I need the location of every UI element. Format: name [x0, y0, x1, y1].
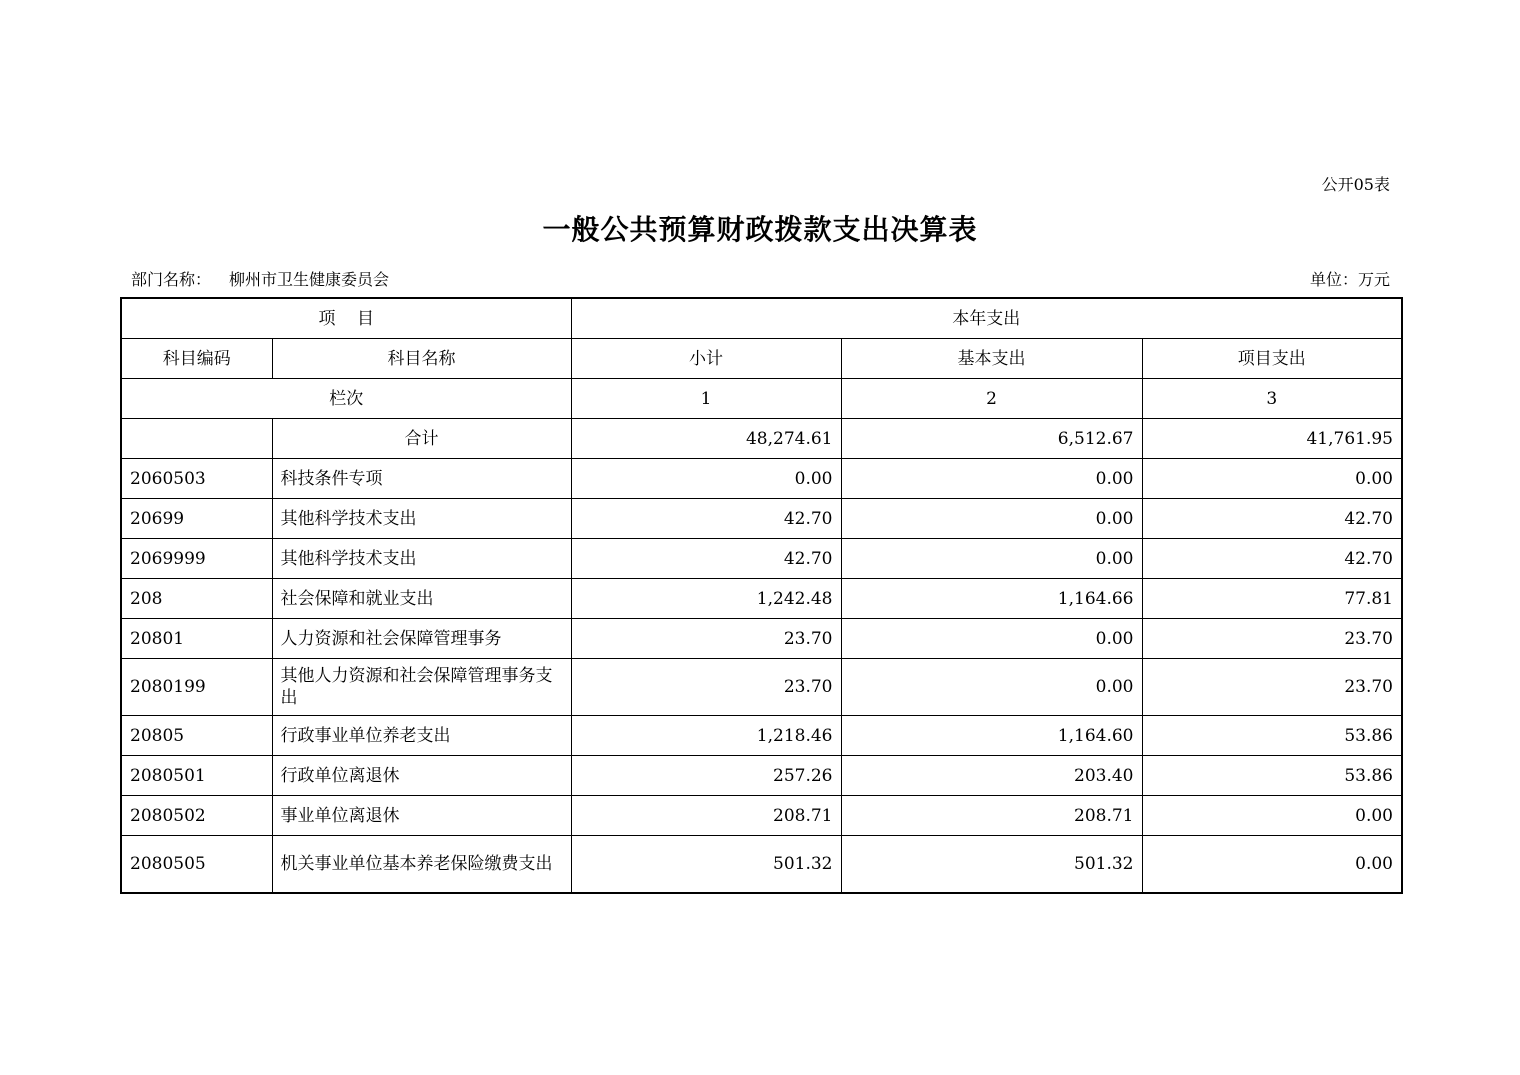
row-basic: 0.00	[841, 659, 1142, 716]
row-code: 2080502	[121, 796, 272, 836]
table-row	[121, 579, 1402, 619]
row-project: 53.86	[1142, 716, 1402, 756]
row-project: 42.70	[1142, 499, 1402, 539]
row-project: 77.81	[1142, 579, 1402, 619]
table-row	[121, 836, 1402, 894]
table-row	[121, 659, 1402, 716]
row-code: 2060503	[121, 459, 272, 499]
row-basic: 1,164.60	[841, 716, 1142, 756]
row-subtotal: 1,242.48	[571, 579, 841, 619]
row-name: 事业单位离退休	[272, 796, 571, 836]
row-code: 20801	[121, 619, 272, 659]
row-subtotal: 257.26	[571, 756, 841, 796]
row-name: 其他人力资源和社会保障管理事务支出	[272, 659, 571, 716]
header-current-year: 本年支出	[571, 298, 1402, 339]
column-index-label: 栏次	[121, 379, 571, 419]
row-subtotal: 42.70	[571, 499, 841, 539]
row-subtotal: 501.32	[571, 836, 841, 894]
column-index-2: 2	[841, 379, 1142, 419]
row-basic: 203.40	[841, 756, 1142, 796]
column-index-3: 3	[1142, 379, 1402, 419]
table-row	[121, 796, 1402, 836]
row-basic: 501.32	[841, 836, 1142, 894]
total-code	[121, 419, 272, 459]
budget-table	[120, 297, 1403, 894]
department-label: 部门名称：	[131, 270, 212, 289]
row-basic: 208.71	[841, 796, 1142, 836]
total-label: 合计	[272, 419, 571, 459]
row-project: 53.86	[1142, 756, 1402, 796]
row-code: 2069999	[121, 539, 272, 579]
row-name: 机关事业单位基本养老保险缴费支出	[272, 836, 571, 894]
row-project: 0.00	[1142, 836, 1402, 894]
header-item: 项 目	[121, 298, 571, 339]
total-row	[121, 419, 1402, 459]
column-index-row	[121, 379, 1402, 419]
row-project: 23.70	[1142, 619, 1402, 659]
header-code: 科目编码	[121, 339, 272, 379]
header-row-1	[121, 298, 1402, 339]
row-subtotal: 23.70	[571, 659, 841, 716]
form-number: 公开05表	[1321, 175, 1390, 194]
row-basic: 1,164.66	[841, 579, 1142, 619]
total-project: 41,761.95	[1142, 419, 1402, 459]
row-subtotal: 1,218.46	[571, 716, 841, 756]
row-name: 行政事业单位养老支出	[272, 716, 571, 756]
table-row	[121, 499, 1402, 539]
row-name: 人力资源和社会保障管理事务	[272, 619, 571, 659]
row-basic: 0.00	[841, 539, 1142, 579]
table-row	[121, 756, 1402, 796]
row-code: 20805	[121, 716, 272, 756]
row-subtotal: 208.71	[571, 796, 841, 836]
department-line	[131, 267, 389, 290]
department-name: 柳州市卫生健康委员会	[229, 270, 390, 289]
row-code: 208	[121, 579, 272, 619]
row-project: 42.70	[1142, 539, 1402, 579]
row-name: 其他科学技术支出	[272, 539, 571, 579]
row-subtotal: 0.00	[571, 459, 841, 499]
header-subtotal: 小计	[571, 339, 841, 379]
row-basic: 0.00	[841, 459, 1142, 499]
column-index-1: 1	[571, 379, 841, 419]
row-code: 20699	[121, 499, 272, 539]
total-subtotal: 48,274.61	[571, 419, 841, 459]
row-project: 0.00	[1142, 459, 1402, 499]
row-name: 其他科学技术支出	[272, 499, 571, 539]
row-name: 社会保障和就业支出	[272, 579, 571, 619]
row-code: 2080199	[121, 659, 272, 716]
table-row	[121, 459, 1402, 499]
row-project: 23.70	[1142, 659, 1402, 716]
header-project: 项目支出	[1142, 339, 1402, 379]
row-basic: 0.00	[841, 499, 1142, 539]
row-subtotal: 23.70	[571, 619, 841, 659]
row-project: 0.00	[1142, 796, 1402, 836]
table-row	[121, 716, 1402, 756]
row-subtotal: 42.70	[571, 539, 841, 579]
row-name: 科技条件专项	[272, 459, 571, 499]
unit-label: 单位：万元	[1309, 270, 1390, 289]
table-row	[121, 539, 1402, 579]
header-row-2	[121, 339, 1402, 379]
header-name: 科目名称	[272, 339, 571, 379]
row-name: 行政单位离退休	[272, 756, 571, 796]
page-title: 一般公共预算财政拨款支出决算表	[542, 213, 978, 246]
row-basic: 0.00	[841, 619, 1142, 659]
total-basic: 6,512.67	[841, 419, 1142, 459]
row-code: 2080505	[121, 836, 272, 894]
header-basic: 基本支出	[841, 339, 1142, 379]
table-row	[121, 619, 1402, 659]
row-code: 2080501	[121, 756, 272, 796]
